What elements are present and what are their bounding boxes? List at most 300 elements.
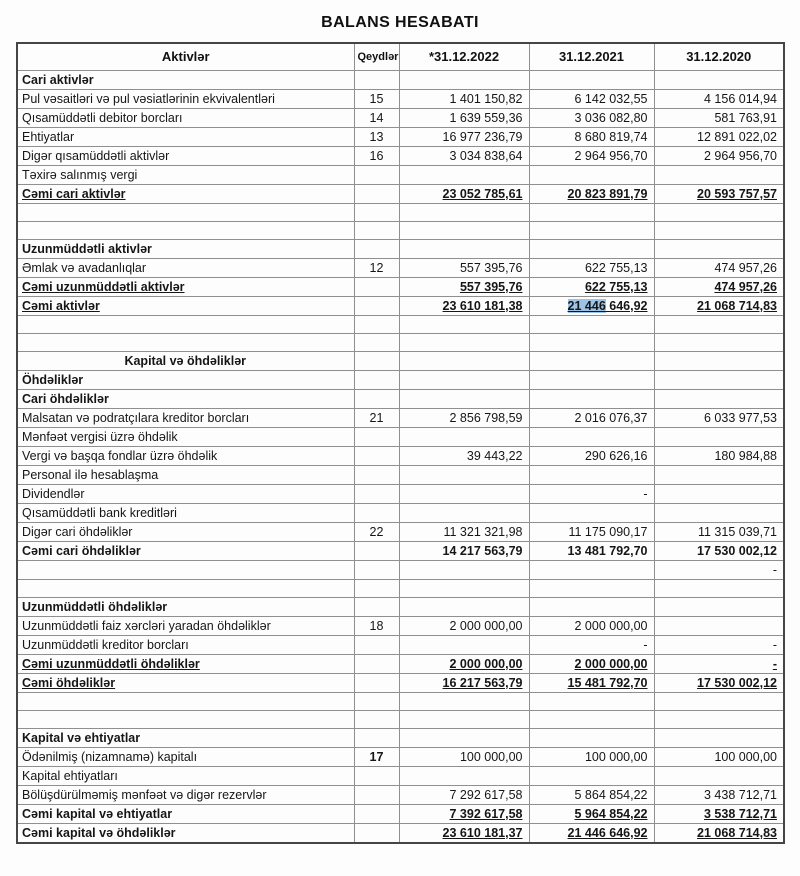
value-text: 11 315 039,71	[697, 524, 777, 539]
row-label-text: Uzunmüddətli aktivlər	[22, 241, 152, 256]
value-cell	[399, 389, 529, 408]
value-cell	[529, 484, 654, 503]
col-header-2021: 31.12.2021	[529, 43, 654, 70]
value-cell	[529, 635, 654, 654]
row-label-text: Öhdəliklər	[22, 372, 84, 387]
value-cell	[654, 484, 784, 503]
value-cell	[399, 635, 529, 654]
note-cell	[354, 146, 399, 165]
value-text: 2 000 000,00	[449, 656, 523, 671]
row-label	[17, 465, 354, 484]
value-cell	[529, 465, 654, 484]
row-label-text: Cəmi kapital və öhdəliklər	[22, 825, 176, 840]
value-text: 4 156 014,94	[704, 91, 777, 106]
value-cell	[529, 560, 654, 579]
note-cell	[354, 203, 399, 221]
value-cell	[399, 541, 529, 560]
note-cell	[354, 427, 399, 446]
header-row	[17, 43, 784, 70]
value-cell	[529, 766, 654, 785]
note-cell	[354, 728, 399, 747]
value-text: 23 052 785,61	[442, 186, 523, 201]
value-text: 23 610 181,37	[442, 825, 523, 840]
row-label	[17, 541, 354, 560]
row-label-text: Cəmi aktivlər	[22, 298, 100, 313]
note-cell	[354, 165, 399, 184]
note-cell	[354, 370, 399, 389]
value-cell	[654, 108, 784, 127]
value-text: 3 538 712,71	[704, 806, 777, 821]
value-cell	[654, 766, 784, 785]
row-label	[17, 823, 354, 843]
row-label-text: Cəmi uzunmüddətli öhdəliklər	[22, 656, 200, 671]
value-cell	[654, 351, 784, 370]
row-label	[17, 579, 354, 597]
value-text: 12 891 022,02	[697, 129, 777, 144]
value-cell	[399, 785, 529, 804]
value-text: 21 068 714,83	[697, 825, 777, 840]
value-text: 6 033 977,53	[704, 410, 777, 425]
row-label	[17, 728, 354, 747]
value-cell	[399, 315, 529, 333]
value-cell	[399, 465, 529, 484]
note-cell	[354, 823, 399, 843]
value-cell	[529, 427, 654, 446]
value-cell	[529, 70, 654, 89]
row-label	[17, 296, 354, 315]
table-row	[17, 785, 784, 804]
note-cell	[354, 804, 399, 823]
value-cell	[399, 221, 529, 239]
note-cell	[354, 503, 399, 522]
value-text: 17	[369, 749, 384, 764]
value-cell	[654, 127, 784, 146]
note-cell	[354, 522, 399, 541]
table-row	[17, 465, 784, 484]
value-text: 557 395,76	[459, 279, 523, 294]
table-row	[17, 408, 784, 427]
value-cell	[399, 597, 529, 616]
row-label-text: Digər qısamüddətli aktivlər	[22, 148, 170, 163]
value-text: 21 446 646,92	[567, 825, 648, 840]
row-label	[17, 315, 354, 333]
value-cell	[399, 747, 529, 766]
table-row	[17, 635, 784, 654]
row-label	[17, 221, 354, 239]
table-row	[17, 89, 784, 108]
value-text: 39 443,22	[466, 448, 523, 463]
document-title: BALANS HESABATI	[321, 14, 479, 31]
table-row	[17, 351, 784, 370]
value-cell	[529, 333, 654, 351]
value-text: 2 000 000,00	[574, 656, 648, 671]
value-text: 21	[369, 410, 384, 425]
value-text: 18	[369, 618, 384, 633]
table-row	[17, 146, 784, 165]
value-cell	[654, 427, 784, 446]
value-text: 8 680 819,74	[574, 129, 648, 144]
note-cell	[354, 277, 399, 296]
value-cell	[399, 710, 529, 728]
value-cell	[399, 616, 529, 635]
value-cell	[654, 258, 784, 277]
row-label-text: Cari öhdəliklər	[22, 391, 109, 406]
value-text: 100 000,00	[584, 749, 648, 764]
value-text: 5 864 854,22	[574, 787, 648, 802]
value-cell	[399, 804, 529, 823]
row-label-text: Cəmi kapital və ehtiyatlar	[22, 806, 173, 821]
value-cell	[529, 221, 654, 239]
row-label-text: Personal ilə hesablaşma	[22, 467, 159, 482]
value-cell	[529, 108, 654, 127]
table-row	[17, 165, 784, 184]
value-cell	[654, 70, 784, 89]
value-cell	[529, 408, 654, 427]
row-label-text: Cari aktivlər	[22, 72, 94, 87]
value-cell	[654, 616, 784, 635]
value-text: 180 984,88	[714, 448, 777, 463]
value-text: 21 446 646,92	[567, 298, 648, 313]
row-label	[17, 239, 354, 258]
table-row	[17, 747, 784, 766]
spacer-row	[17, 221, 784, 239]
value-text: 13 481 792,70	[567, 543, 648, 558]
spacer-row	[17, 315, 784, 333]
value-text: 13	[369, 129, 384, 144]
value-text: 20 823 891,79	[567, 186, 648, 201]
note-cell	[354, 351, 399, 370]
table-row	[17, 389, 784, 408]
value-text: 100 000,00	[459, 749, 523, 764]
value-cell	[654, 203, 784, 221]
row-label	[17, 785, 354, 804]
balance-table-body	[17, 70, 784, 843]
value-cell	[399, 503, 529, 522]
table-row	[17, 446, 784, 465]
row-label-text: Digər cari öhdəliklər	[22, 524, 133, 539]
value-cell	[399, 427, 529, 446]
row-label	[17, 597, 354, 616]
row-label	[17, 408, 354, 427]
col-header-notes: Qeydlər	[354, 43, 399, 70]
table-row	[17, 766, 784, 785]
value-cell	[654, 146, 784, 165]
note-cell	[354, 333, 399, 351]
note-cell	[354, 766, 399, 785]
row-label-text: Qısamüddətli debitor borcları	[22, 110, 183, 125]
value-cell	[529, 616, 654, 635]
table-row	[17, 70, 784, 89]
row-label	[17, 747, 354, 766]
value-text: 2 000 000,00	[449, 618, 523, 633]
value-text: 11 321 321,98	[443, 524, 523, 539]
value-cell	[654, 673, 784, 692]
table-row	[17, 728, 784, 747]
row-label	[17, 616, 354, 635]
row-label-text: Kapital və öhdəliklər	[124, 353, 247, 368]
value-text: 2 964 956,70	[574, 148, 648, 163]
value-text: 11 175 090,17	[568, 524, 648, 539]
value-cell	[399, 692, 529, 710]
row-label	[17, 203, 354, 221]
value-cell	[529, 296, 654, 315]
value-cell	[399, 823, 529, 843]
table-row	[17, 616, 784, 635]
row-label	[17, 692, 354, 710]
value-cell	[654, 277, 784, 296]
spacer-row	[17, 579, 784, 597]
value-cell	[399, 165, 529, 184]
value-cell	[529, 146, 654, 165]
value-cell	[529, 277, 654, 296]
row-label	[17, 165, 354, 184]
note-cell	[354, 673, 399, 692]
value-cell	[399, 484, 529, 503]
value-text: 17 530 002,12	[697, 543, 777, 558]
row-label	[17, 560, 354, 579]
value-cell	[529, 127, 654, 146]
row-label-text: Cəmi uzunmüddətli aktivlər	[22, 279, 185, 294]
spacer-row	[17, 203, 784, 221]
row-label	[17, 446, 354, 465]
row-label	[17, 484, 354, 503]
value-text: -	[772, 637, 777, 652]
row-label-text: Cəmi öhdəliklər	[22, 675, 116, 690]
note-cell	[354, 315, 399, 333]
value-cell	[529, 747, 654, 766]
note-cell	[354, 616, 399, 635]
note-cell	[354, 127, 399, 146]
value-text: 2 016 076,37	[574, 410, 648, 425]
row-label	[17, 673, 354, 692]
value-text: 1 639 559,36	[449, 110, 523, 125]
value-cell	[529, 541, 654, 560]
value-text: 14 217 563,79	[442, 543, 523, 558]
row-label-text: Kapital və ehtiyatlar	[22, 730, 141, 745]
value-text: 3 034 838,64	[449, 148, 523, 163]
table-row	[17, 258, 784, 277]
value-cell	[529, 579, 654, 597]
row-label	[17, 370, 354, 389]
value-cell	[399, 728, 529, 747]
value-cell	[399, 203, 529, 221]
row-label-text: Ehtiyatlar	[22, 129, 75, 144]
value-text: 15 481 792,70	[567, 675, 648, 690]
table-row	[17, 823, 784, 843]
value-cell	[399, 408, 529, 427]
note-cell	[354, 692, 399, 710]
note-cell	[354, 579, 399, 597]
value-cell	[654, 710, 784, 728]
spacer-row	[17, 710, 784, 728]
value-text: -	[772, 656, 777, 671]
row-label-text: Təxirə salınmış vergi	[22, 167, 138, 182]
note-cell	[354, 635, 399, 654]
value-cell	[654, 635, 784, 654]
value-cell	[529, 804, 654, 823]
value-cell	[654, 446, 784, 465]
value-cell	[654, 389, 784, 408]
row-label-text: Qısamüddətli bank kreditləri	[22, 505, 177, 520]
value-text: 21 068 714,83	[697, 298, 777, 313]
value-cell	[399, 277, 529, 296]
table-row	[17, 804, 784, 823]
note-cell	[354, 541, 399, 560]
row-label-text: Uzunmüddətli öhdəliklər	[22, 599, 168, 614]
row-label-text: Pul vəsaitləri və pul vəsiatlərinin ekvivalentləri	[22, 91, 275, 106]
value-cell	[529, 203, 654, 221]
value-text: 16 977 236,79	[442, 129, 523, 144]
note-cell	[354, 89, 399, 108]
value-cell	[529, 785, 654, 804]
value-text: 581 763,91	[714, 110, 777, 125]
value-text: -	[772, 562, 777, 577]
value-cell	[654, 692, 784, 710]
value-cell	[654, 165, 784, 184]
row-label-text: Bölüşdürülməmiş mənfəət və digər rezervlər	[22, 787, 267, 802]
row-label-text: Mənfəət vergisi üzrə öhdəlik	[22, 429, 178, 444]
table-row	[17, 427, 784, 446]
value-cell	[654, 296, 784, 315]
value-text: 17 530 002,12	[697, 675, 777, 690]
row-label-text: Malsatan və podratçılara kreditor borcları	[22, 410, 250, 425]
note-cell	[354, 597, 399, 616]
value-text: 290 626,16	[584, 448, 648, 463]
value-cell	[654, 823, 784, 843]
row-label-text: Uzunmüddətli kreditor borcları	[22, 637, 189, 652]
note-cell	[354, 184, 399, 203]
table-row	[17, 296, 784, 315]
row-label	[17, 277, 354, 296]
value-cell	[654, 465, 784, 484]
col-header-2020: 31.12.2020	[654, 43, 784, 70]
value-cell	[399, 579, 529, 597]
value-text: 2 964 956,70	[704, 148, 777, 163]
row-label	[17, 503, 354, 522]
row-label-text: Əmlak və avadanlıqlar	[22, 260, 147, 275]
row-label	[17, 108, 354, 127]
value-cell	[654, 370, 784, 389]
value-text: 100 000,00	[714, 749, 777, 764]
value-text: 16 217 563,79	[442, 675, 523, 690]
row-label	[17, 333, 354, 351]
note-cell	[354, 408, 399, 427]
value-cell	[654, 579, 784, 597]
note-cell	[354, 560, 399, 579]
value-cell	[399, 184, 529, 203]
table-row	[17, 239, 784, 258]
value-text: 2 000 000,00	[574, 618, 648, 633]
value-text: 474 957,26	[714, 260, 777, 275]
value-cell	[399, 146, 529, 165]
value-cell	[654, 560, 784, 579]
value-cell	[399, 370, 529, 389]
value-cell	[529, 597, 654, 616]
value-cell	[654, 522, 784, 541]
value-cell	[529, 673, 654, 692]
table-row	[17, 108, 784, 127]
value-text: 3 438 712,71	[704, 787, 777, 802]
value-cell	[529, 823, 654, 843]
row-label-text: Vergi və başqa fondlar üzrə öhdəlik	[22, 448, 218, 463]
value-cell	[529, 258, 654, 277]
row-label	[17, 766, 354, 785]
table-row	[17, 597, 784, 616]
value-cell	[399, 560, 529, 579]
value-cell	[529, 165, 654, 184]
value-cell	[654, 728, 784, 747]
value-cell	[654, 408, 784, 427]
value-cell	[654, 221, 784, 239]
value-text: 7 392 617,58	[449, 806, 523, 821]
row-label-text: Uzunmüddətli faiz xərcləri yaradan öhdəliklər	[22, 618, 271, 633]
row-label	[17, 258, 354, 277]
row-label	[17, 89, 354, 108]
value-text: 7 292 617,58	[449, 787, 523, 802]
value-cell	[654, 315, 784, 333]
value-cell	[654, 503, 784, 522]
value-text: 22	[369, 524, 384, 539]
value-cell	[399, 108, 529, 127]
value-cell	[529, 654, 654, 673]
row-label	[17, 522, 354, 541]
table-row	[17, 277, 784, 296]
table-row	[17, 673, 784, 692]
table-row	[17, 522, 784, 541]
value-text: 20 593 757,57	[697, 186, 777, 201]
spacer-row	[17, 560, 784, 579]
value-cell	[529, 389, 654, 408]
note-cell	[354, 239, 399, 258]
value-text: -	[643, 486, 648, 501]
value-cell	[654, 541, 784, 560]
value-cell	[529, 728, 654, 747]
value-text: 12	[369, 260, 384, 275]
value-cell	[529, 315, 654, 333]
col-header-assets: Aktivlər	[17, 43, 354, 70]
value-cell	[654, 747, 784, 766]
balance-table	[16, 42, 785, 844]
row-label	[17, 184, 354, 203]
value-cell	[529, 370, 654, 389]
value-cell	[654, 804, 784, 823]
value-cell	[654, 89, 784, 108]
row-label	[17, 389, 354, 408]
value-cell	[399, 296, 529, 315]
note-cell	[354, 446, 399, 465]
note-cell	[354, 654, 399, 673]
value-cell	[529, 239, 654, 258]
value-cell	[654, 184, 784, 203]
col-header-2022: *31.12.2022	[399, 43, 529, 70]
row-label	[17, 146, 354, 165]
spacer-row	[17, 333, 784, 351]
value-cell	[399, 70, 529, 89]
row-label-text: Ödənilmiş (nizamnamə) kapitalı	[22, 749, 198, 764]
value-cell	[399, 766, 529, 785]
value-cell	[399, 654, 529, 673]
value-text: 2 856 798,59	[449, 410, 523, 425]
note-cell	[354, 465, 399, 484]
value-text: 15	[369, 91, 384, 106]
selection-highlight: 21 446	[567, 298, 606, 313]
value-text: 622 755,13	[584, 279, 648, 294]
note-cell	[354, 747, 399, 766]
table-row	[17, 127, 784, 146]
value-cell	[399, 446, 529, 465]
note-cell	[354, 221, 399, 239]
value-cell	[654, 333, 784, 351]
